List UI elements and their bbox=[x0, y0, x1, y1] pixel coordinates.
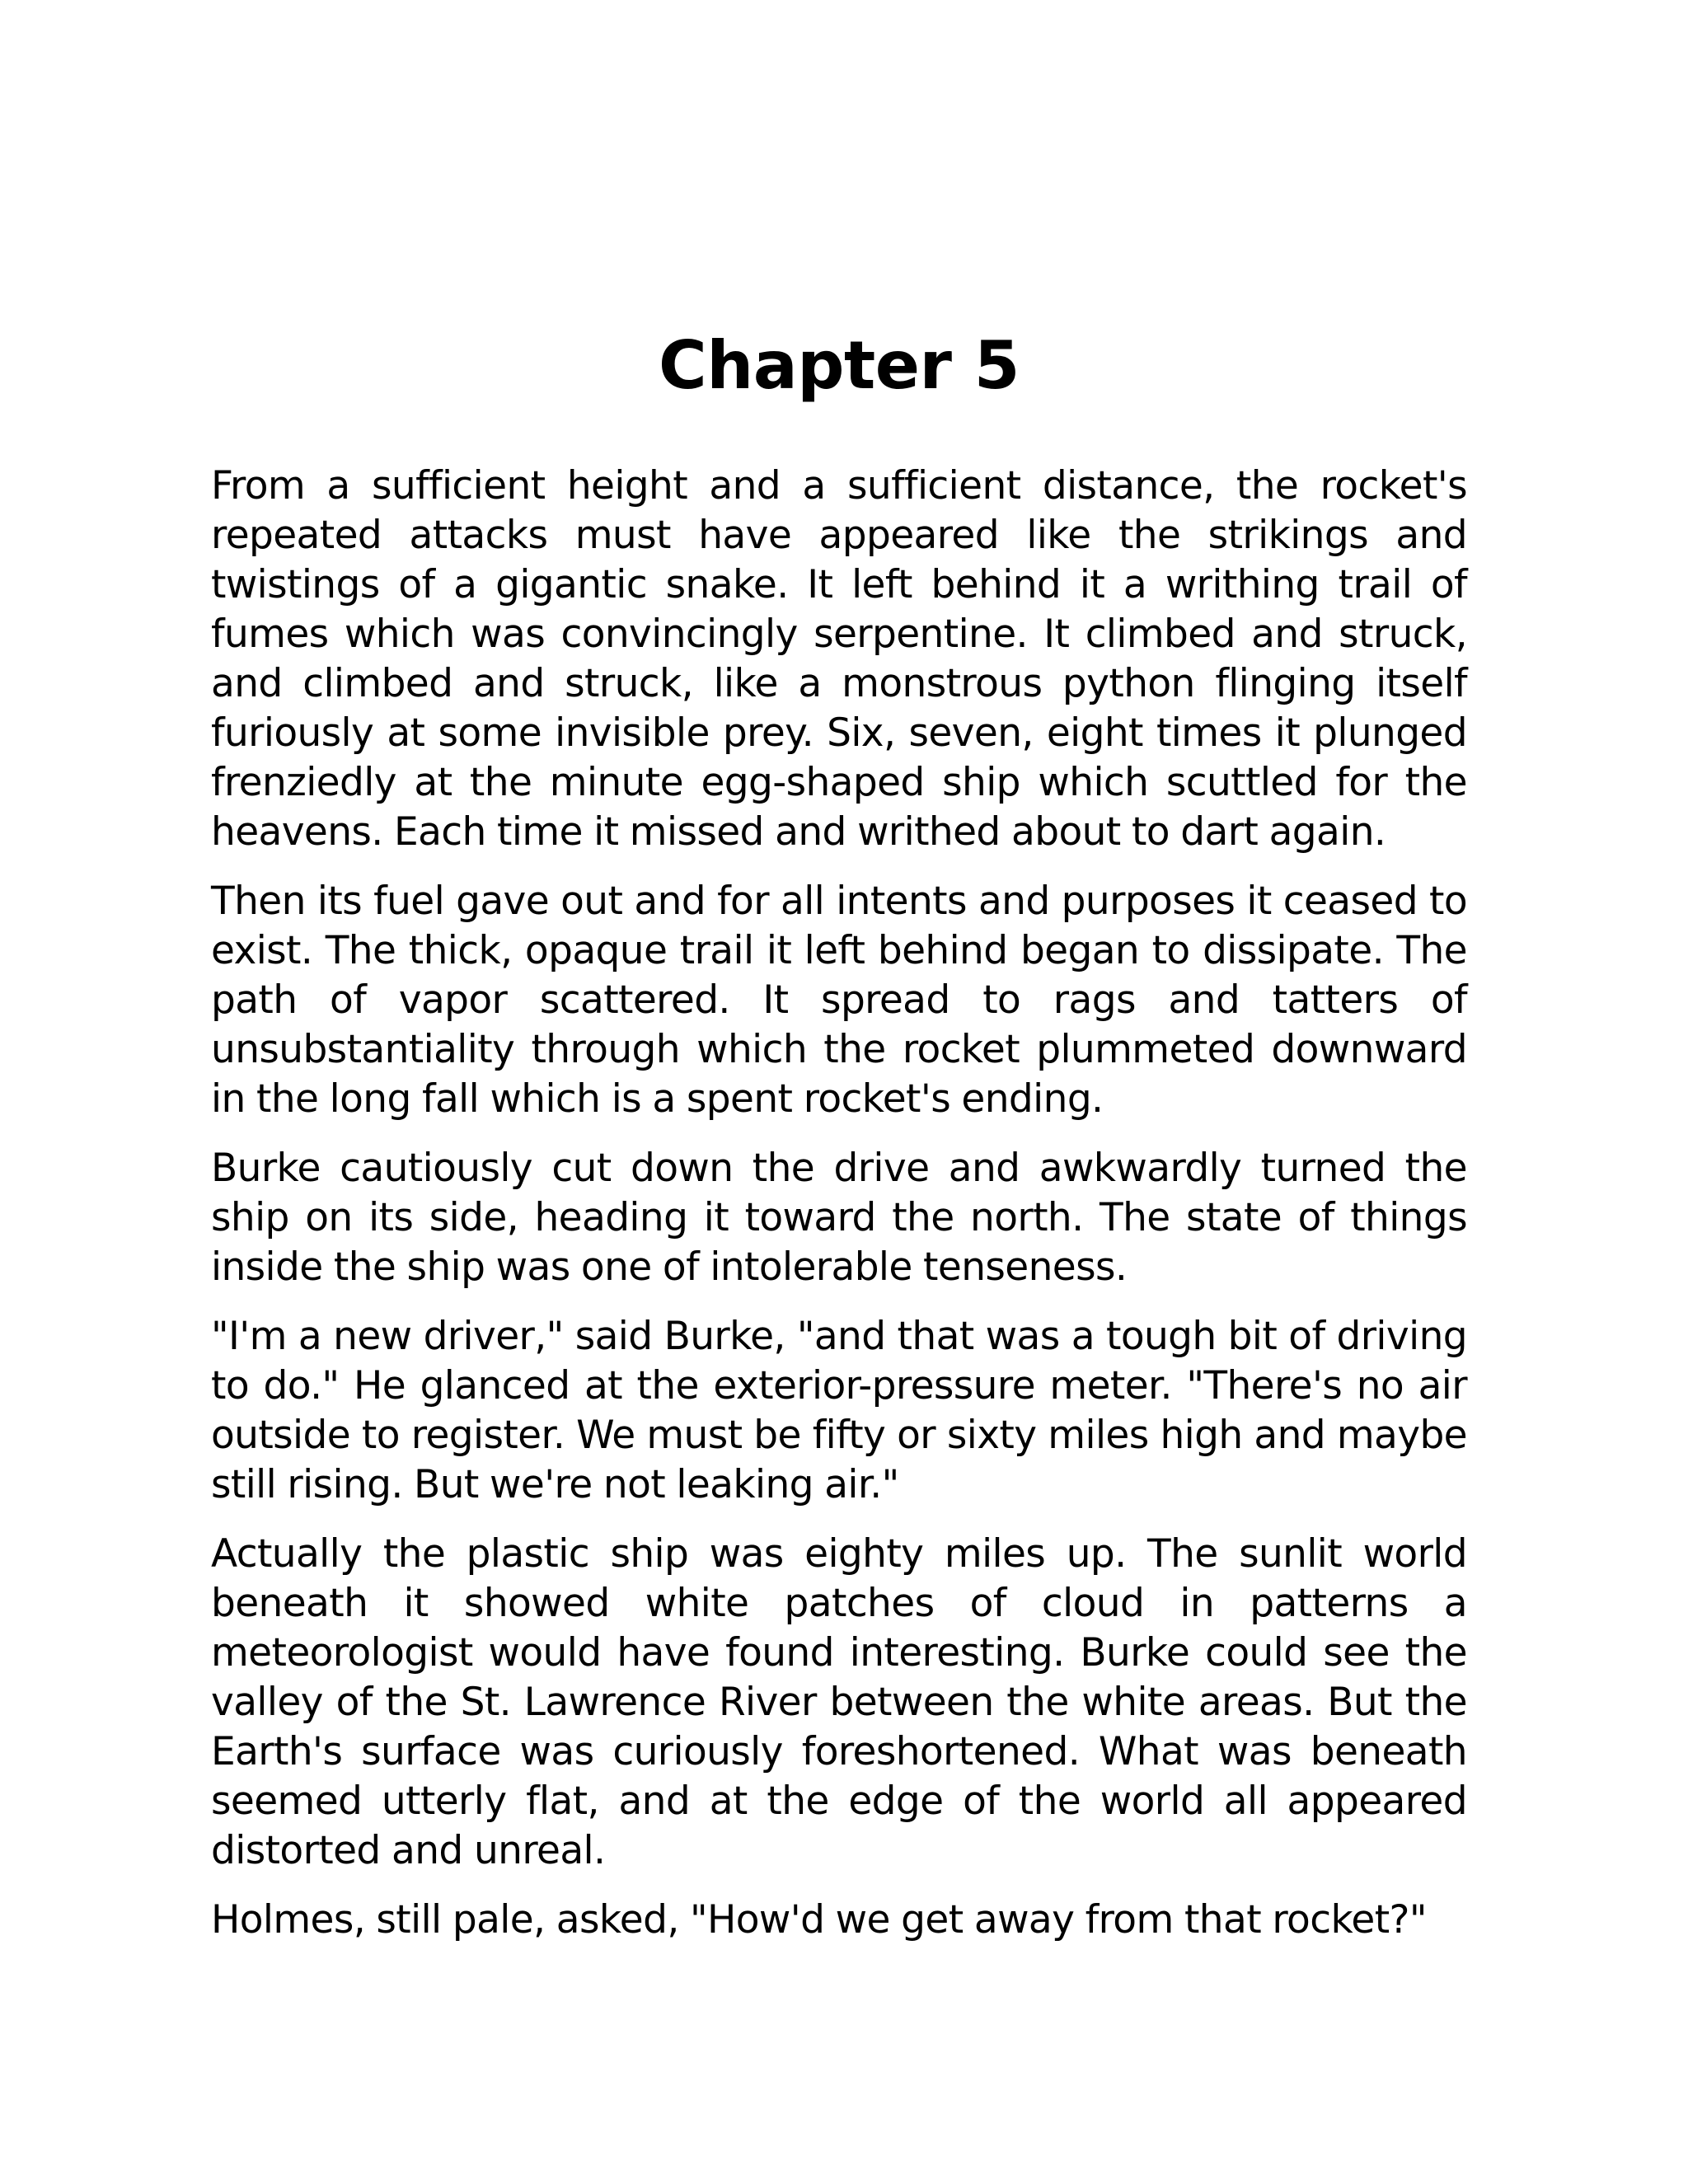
paragraph: Actually the plastic ship was eighty miles up. The sunlit world beneath it showed white patches of cloud in patterns a meteorologist would have found interesting. Burke could see the valley of the St. Lawrence River between the white areas. But the Earth's surface was curiously foreshortened. What was beneath seemed utterly flat, and at the edge of the world all appeared distorted and unreal. bbox=[211, 1531, 1467, 1873]
book-page bbox=[211, 0, 1467, 2184]
paragraph: "I'm a new driver," said Burke, "and that was a tough bit of driving to do." He glanced at the exterior-pressure meter. "There's no air outside to register. We must be fifty or sixty miles high and maybe still rising. But we're not leaking air." bbox=[211, 1314, 1467, 1507]
paragraph: Burke cautiously cut down the drive and awkwardly turned the ship on its side, heading it toward the north. The state of things inside the ship was one of intolerable tenseness. bbox=[211, 1146, 1467, 1290]
chapter-title: Chapter 5 bbox=[659, 327, 1020, 404]
chapter-body bbox=[211, 462, 1467, 1965]
paragraph: Holmes, still pale, asked, "How'd we get away from that rocket?" bbox=[211, 1897, 1427, 1943]
paragraph: From a sufficient height and a sufficient distance, the rocket's repeated attacks must have appeared like the strikings and twistings of a gigantic snake. It left behind it a writhing trail of fumes which was convincingly serpentine. It climbed and struck, and climbed and struck, like a monstrous python flinging itself furiously at some invisible prey. Six, seven, eight times it plunged frenziedly at the minute egg-shaped ship which scuttled for the heavens. Each time it missed and writhed about to dart again. bbox=[211, 463, 1467, 855]
paragraph: Then its fuel gave out and for all intents and purposes it ceased to exist. The thick, opaque trail it left behind began to dissipate. The path of vapor scattered. It spread to rags and tatters of unsubstantiality through which the rocket plummeted downward in the long fall which is a spent rocket's ending. bbox=[211, 879, 1467, 1122]
